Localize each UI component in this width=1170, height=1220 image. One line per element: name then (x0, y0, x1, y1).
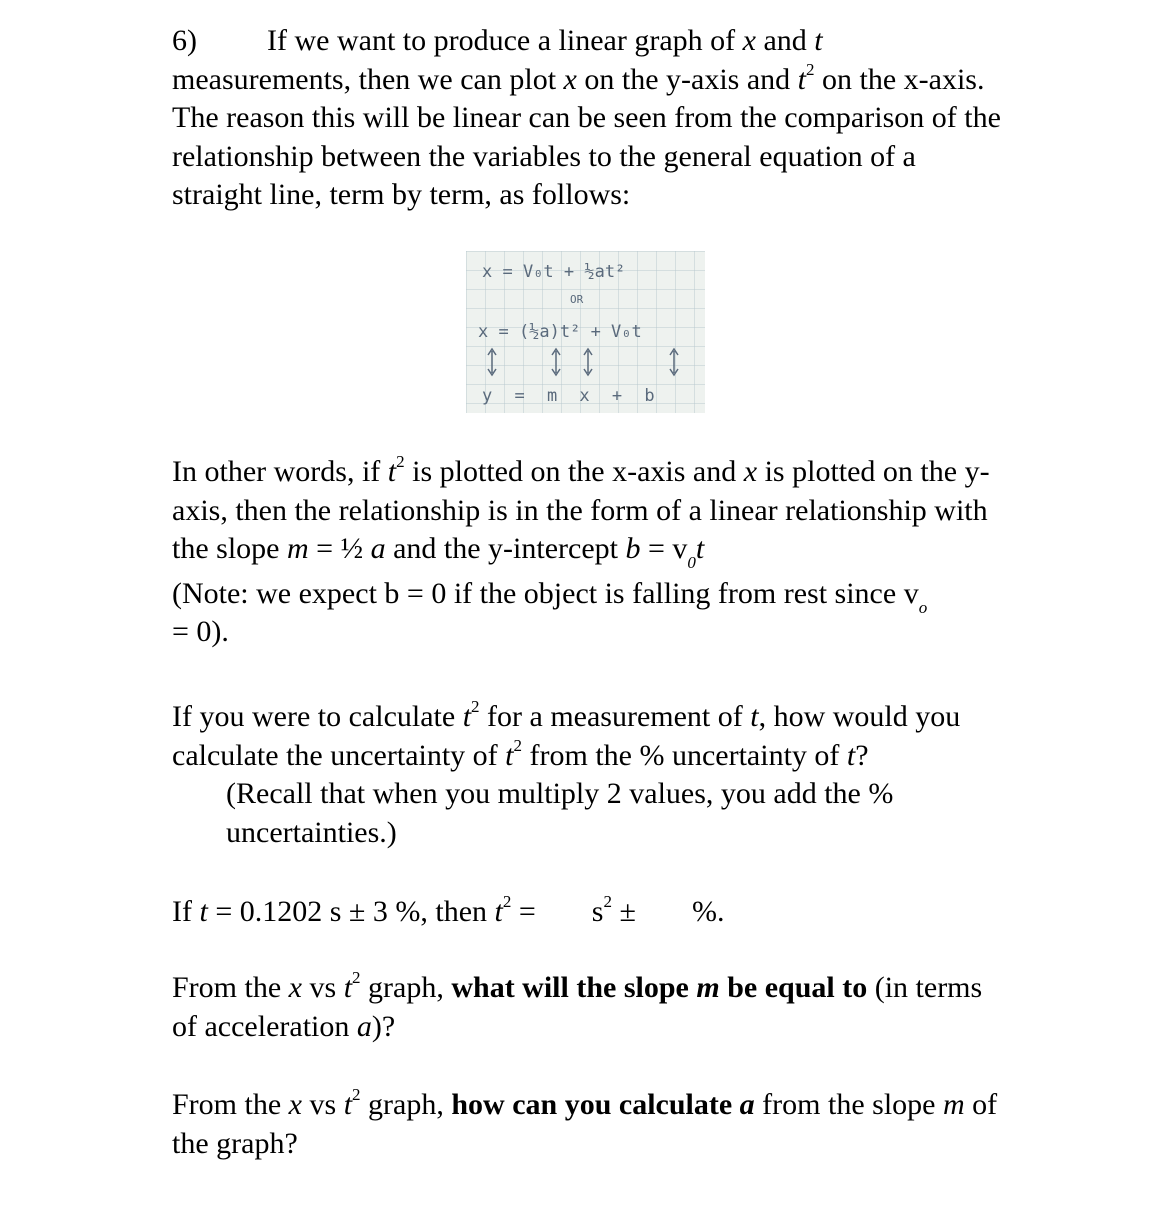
uncertainty-question: If you were to calculate $t^2$ for a measurement of t, how would you calculate the uncertainty of $t^2$ from the % uncertainty of t? (Recall that when you multiply 2 values, you add the % uncertainties.) (172, 698, 1002, 852)
photo-line-2: OR (570, 293, 584, 306)
note-line: (Note: we expect b = 0 if the object is falling from rest since $v_o$ = 0). (172, 576, 928, 648)
photo-line-5: y = m x + b (482, 386, 661, 406)
acceleration-question: From the x vs $t^2$ graph, how can you calculate a from the slope m of the graph? (172, 1085, 998, 1160)
recall-note: (Recall that when you multiply 2 values, you add the % uncertainties.) (226, 777, 894, 849)
question-number: 6) (172, 24, 197, 57)
explanation-paragraph: In other words, if $t^2$ is plotted on the x-axis and x is plotted on the y-axis, then the relationship is in the form of a linear relationship with the slope m = ½ a and the y-intercept $b = v_0t$ (Note: we expect b = 0 if the object is falling from rest since $v_o$ = 0). (172, 453, 1002, 652)
photo-line-1: x = V₀t + ½at² (482, 262, 626, 282)
photo-line-3: x = (½a)t² + V₀t (478, 322, 642, 342)
slope-question: From the x vs $t^2$ graph, what will the slope m be equal to (in terms of acceleration a)? (172, 968, 983, 1043)
question-6-intro: 6) If we want to produce a linear graph of x and t measurements, then we can plot x on the y-axis and $t^2$ on the x-axis. The reason this will be linear can be seen from the comparison of the relationship between the variables to the general equation of a straight line, term by term, as follows: (172, 24, 1001, 211)
handwritten-equation-photo (466, 251, 705, 413)
calculation-line: If t = 0.1202 s ± 3 %, then $t^2 = s^2$ ± %. (172, 892, 725, 928)
